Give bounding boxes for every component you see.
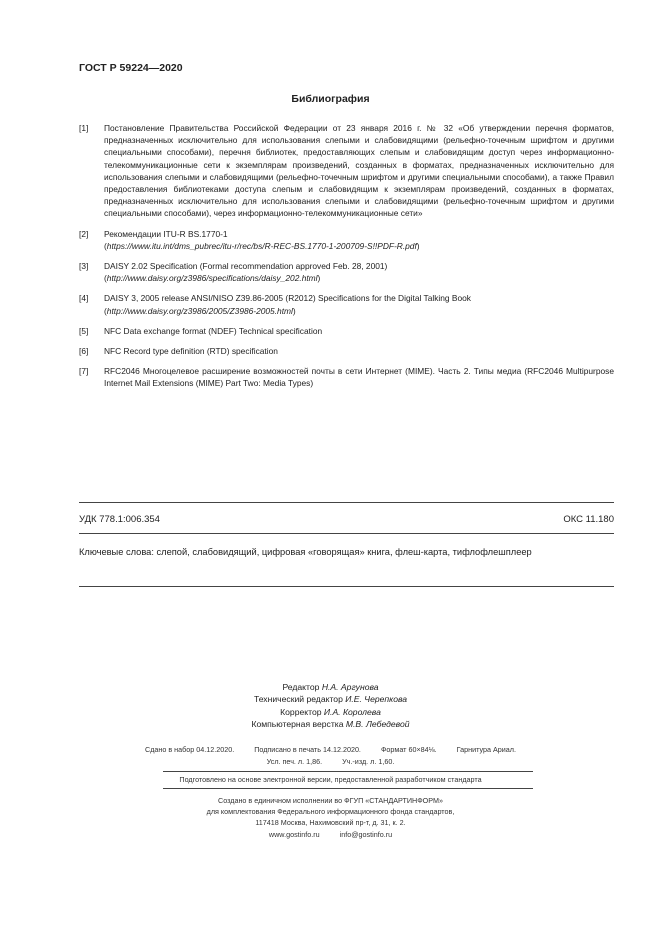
ref-text: NFC Record type definition (RTD) specification <box>104 346 278 357</box>
ref-url-link[interactable]: http://www.daisy.org/z3986/2005/Z3986-2005.html <box>106 305 293 316</box>
oks-code: ОКС 11.180 <box>563 514 614 525</box>
publisher-contacts <box>0 829 661 840</box>
credit-role: Технический редактор <box>253 694 343 705</box>
ref-number: [5] <box>79 325 89 336</box>
website-link[interactable]: www.gostinfo.ru <box>268 829 320 839</box>
ref-number: [2] <box>79 228 89 239</box>
standard-number: ГОСТ Р 59224—2020 <box>79 62 183 74</box>
ref-text: RFC2046 Многоцелевое расширение возможностей почты в сети Интернет (MIME). Часть 2. Типы медиа (RFC2046 Multipurpose Internet Mail Extensions (MIME) Part Two: Media Types) <box>104 366 614 389</box>
credit-role: Корректор <box>280 706 322 717</box>
ref-number: [7] <box>79 366 89 377</box>
credit-name: Н.А. Аргунова <box>321 682 379 692</box>
publisher-address: 117418 Москва, Нахимовский пр-т, д. 31, к. 2. <box>255 818 406 828</box>
set-date: Сдано в набор 04.12.2020. <box>145 745 235 754</box>
ref-text: DAISY 3, 2005 release ANSI/NISO Z39.86-2005 (R2012) Specifications for the Digital Talking Book <box>104 293 471 304</box>
ref-text: Рекомендации ITU-R BS.1770-1 <box>104 228 228 239</box>
prepared-note: Подготовлено на основе электронной версии, предоставленной разработчиком стандарта <box>179 775 482 784</box>
credit-role: Редактор <box>282 682 320 692</box>
divider <box>79 586 614 587</box>
print-info-line <box>0 757 661 766</box>
udk-code: УДК 778.1:006.354 <box>79 514 160 525</box>
ref-number: [4] <box>79 293 89 304</box>
divider <box>163 788 533 789</box>
signed-date: Подписано в печать 14.12.2020. <box>254 745 361 754</box>
divider <box>163 771 533 772</box>
ref-url-link[interactable]: https://www.itu.int/dms_pubrec/itu-r/rec/bs/R-REC-BS.1770-1-200709-S!!PDF-R.pdf <box>106 240 417 251</box>
publisher-line: Создано в единичном исполнении во ФГУП «СТАНДАРТИНФОРМ» <box>218 796 443 805</box>
ref-text: DAISY 2.02 Specification (Formal recommendation approved Feb. 28, 2001) <box>104 261 388 272</box>
credit-name: И.А. Королева <box>323 706 381 717</box>
list-item <box>79 122 614 220</box>
divider <box>79 533 614 534</box>
ref-number: [1] <box>79 123 89 133</box>
credits-block <box>0 681 661 731</box>
credit-line <box>0 706 661 718</box>
list-item <box>79 345 614 357</box>
pub-sheets: Уч.-изд. л. 1,60. <box>342 757 395 766</box>
credit-line <box>0 693 661 705</box>
list-item: [3] DAISY 2.02 Specification (Formal recommendation approved Feb. 28, 2001) (http://www.daisy.org/z3986/specifications/daisy_202.html) <box>79 261 388 284</box>
typeface: Гарнитура Ариал. <box>456 745 516 754</box>
credit-name: И.Е. Черепкова <box>345 694 408 705</box>
credit-line <box>0 718 661 730</box>
credit-name: М.В. Лебедевой <box>345 719 410 730</box>
keywords: Ключевые слова: слепой, слабовидящий, цифровая «говорящая» книга, флеш-карта, тифлофлешплеер <box>79 547 532 557</box>
list-item <box>79 325 614 337</box>
ref-number: [6] <box>79 346 89 357</box>
print-info-line <box>0 745 661 754</box>
ref-text: NFC Data exchange format (NDEF) Technical specification <box>104 325 323 336</box>
publisher-line: для комплектования Федерального информационного фонда стандартов, <box>206 807 455 817</box>
list-item <box>79 365 614 389</box>
credit-role: Компьютерная верстка <box>251 719 344 730</box>
list-item: [4] DAISY 3, 2005 release ANSI/NISO Z39.86-2005 (R2012) Specifications for the Digital Talking Book (http://www.daisy.org/z3986/2005/Z3986-2005.html) <box>79 293 471 316</box>
print-sheets: Усл. печ. л. 1,86. <box>266 757 323 766</box>
publisher-block <box>0 795 661 840</box>
list-item: [2] Рекомендации ITU-R BS.1770-1 (https://www.itu.int/dms_pubrec/itu-r/rec/bs/R-REC-BS.1770-1-200709-S!!PDF-R.pdf) <box>79 228 420 251</box>
bibliography-list <box>79 122 614 398</box>
email-link[interactable]: info@gostinfo.ru <box>339 829 393 839</box>
divider <box>79 502 614 503</box>
ref-url-link[interactable]: http://www.daisy.org/z3986/specifications/daisy_202.html <box>106 273 318 284</box>
ref-text: Постановление Правительства Российской Федерации от 23 января 2016 г. № 32 «Об утверждении перечня форматов, предназначенных исключительно для использования слепыми и слабовидящими (рельефно-точечным шрифтом и другими специальными способами), перечня библиотек, предоставляющих слепым и слабовидящим доступ через информационно-телекоммуникационные сети к экземплярам произведений, созданных в форматах, предназначенных исключительно для использования слепыми и слабовидящими (рельефно-точечным шрифтом и другими специальными способами), а также Правил предоставления библиотеками доступа слепым и слабовидящим к экземплярам произведений, созданных в форматах, предназначенных исключительно для использования слепыми и слабовидящими (рельефно-точечным шрифтом и другими специальными способами), через информационно-телекоммуникационные сети» <box>104 123 614 219</box>
bibliography-title: Библиография <box>291 93 370 105</box>
ref-number: [3] <box>79 261 89 272</box>
format: Формат 60×84⅛. <box>380 745 437 754</box>
credit-line <box>0 681 661 693</box>
